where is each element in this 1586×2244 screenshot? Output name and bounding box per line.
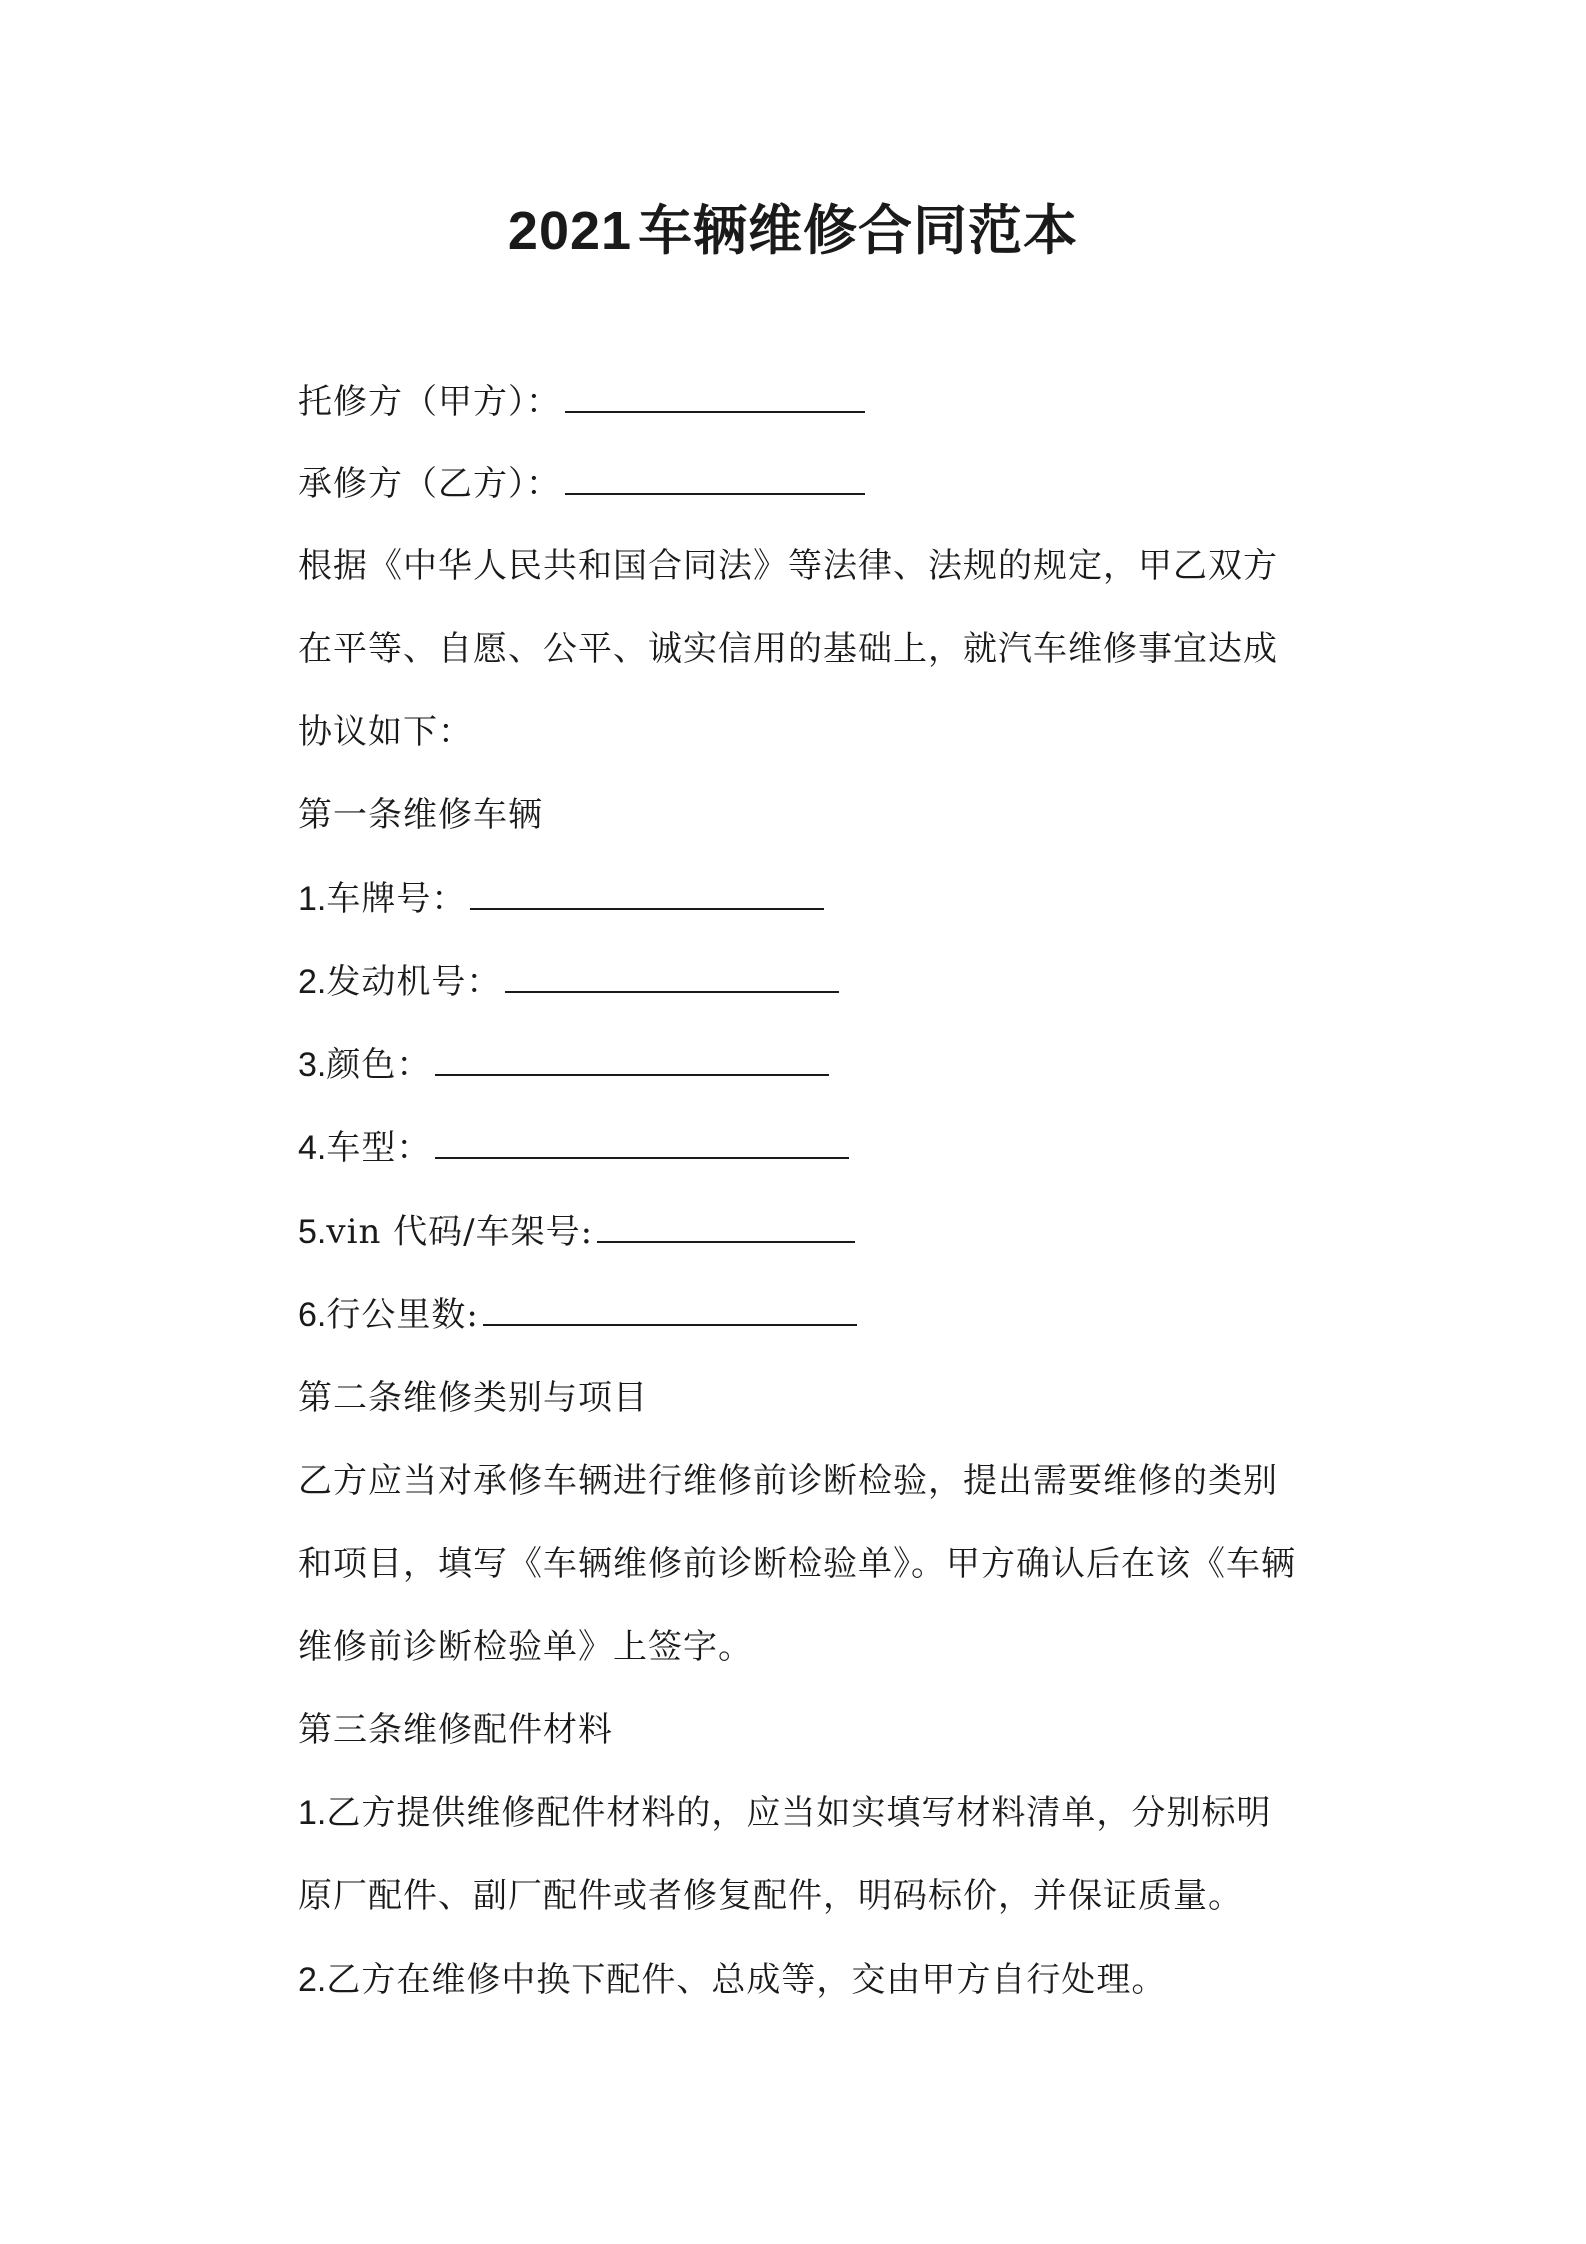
title-text: 车辆维修合同范本 [638,198,1079,262]
intro-line-3: 协议如下： [298,712,473,752]
item-number: 3. [298,1046,327,1084]
field-label: 车牌号： [326,879,467,919]
item-number: 1. [298,1794,327,1832]
vehicle-field-mileage [298,1293,1358,1337]
item-number: 1. [298,880,327,918]
engine-blank[interactable] [505,990,839,993]
article3-line-1 [298,1791,1358,1835]
party-b-line [298,462,1358,506]
intro-line-2: 在平等、自愿、公平、诚实信用的基础上，就汽车维修事宜达成 [298,629,1278,669]
title-year: 2021 [507,201,633,261]
model-blank[interactable] [435,1156,849,1159]
plate-blank[interactable] [470,907,824,910]
article2-line-1: 乙方应当对承修车辆进行维修前诊断检验，提出需要维修的类别 [298,1461,1278,1501]
party-a-line [298,380,1358,424]
document-title [0,192,1586,269]
party-a-blank[interactable] [565,410,865,413]
party-b-blank[interactable] [565,492,865,495]
vehicle-field-plate [298,877,1358,921]
item-number: 5. [298,1213,327,1251]
party-a-label: 托修方（甲方）： [298,382,561,422]
field-label: 发动机号： [326,962,502,1002]
vin-blank[interactable] [597,1240,855,1243]
field-label: vin 代码/车架号: [326,1212,594,1252]
article1-heading: 第一条维修车辆 [298,795,543,835]
intro-line-1: 根据《中华人民共和国合同法》等法律、法规的规定，甲乙双方 [298,546,1278,586]
item-number: 2. [298,1961,327,1999]
clause-text: 乙方在维修中换下配件、总成等，交由甲方自行处理。 [326,1960,1167,2000]
field-label: 颜色： [326,1045,432,1085]
item-number: 2. [298,963,327,1001]
clause-text: 原厂配件、副厂配件或者修复配件，明码标价，并保证质量。 [298,1876,1243,1916]
article2-heading: 第二条维修类别与项目 [298,1378,648,1418]
color-blank[interactable] [435,1073,829,1076]
item-number: 4. [298,1129,327,1167]
article3-heading: 第三条维修配件材料 [298,1710,613,1750]
party-b-label: 承修方（乙方）： [298,464,561,504]
field-label: 车型： [326,1128,432,1168]
article2-line-2: 和项目，填写《车辆维修前诊断检验单》。甲方确认后在该《车辆 [298,1544,1296,1584]
item-number: 6. [298,1296,327,1334]
article3-line-2 [298,1874,1358,1918]
vehicle-field-engine [298,960,1358,1004]
article2-line-3: 维修前诊断检验单》上签字。 [298,1627,753,1667]
vehicle-field-model [298,1126,1358,1170]
vehicle-field-color [298,1043,1358,1087]
clause-text: 乙方提供维修配件材料的，应当如实填写材料清单，分别标明 [326,1793,1272,1833]
field-label: 行公里数: [326,1295,479,1335]
vehicle-field-vin [298,1210,1358,1254]
mileage-blank[interactable] [483,1323,857,1326]
article3-line-3 [298,1958,1358,2002]
